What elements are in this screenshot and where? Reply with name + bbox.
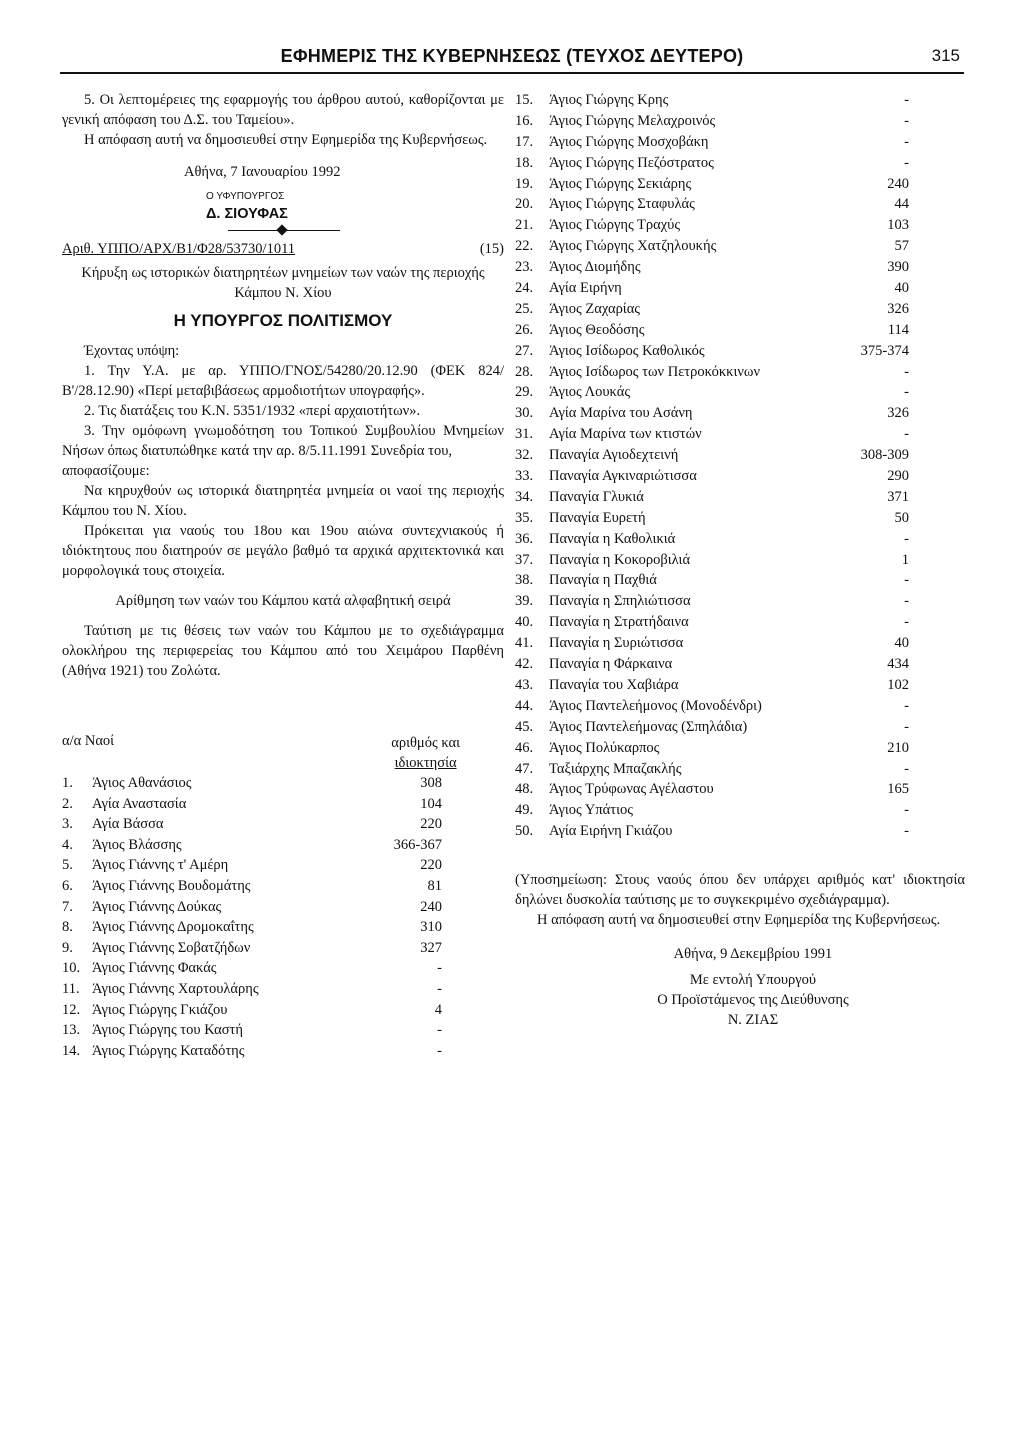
list-item: [62, 1020, 504, 1041]
property-number: -: [904, 133, 909, 150]
list-item: [515, 153, 965, 174]
property-number: 1: [901, 551, 909, 568]
decision-reference: Αριθ. ΥΠΠΟ/ΑΡΧ/Β1/Φ28/53730/1011: [62, 241, 296, 257]
list-item: [62, 773, 504, 794]
church-name: Ταξιάρχης Μπαζακλής: [549, 760, 682, 777]
item-number: 8.: [62, 919, 73, 936]
property-number: 81: [427, 877, 442, 894]
property-number: -: [904, 572, 909, 589]
property-number: -: [437, 980, 442, 997]
list-item: [515, 382, 965, 403]
property-number: 50: [894, 509, 909, 526]
church-name: Άγιος Γιώργης Μοσχοβάκη: [549, 133, 709, 150]
item-number: 28.: [515, 363, 534, 380]
list-item: [515, 800, 965, 821]
item-number: 17.: [515, 133, 534, 150]
church-name: Άγιος Λουκάς: [549, 384, 631, 401]
property-number: 240: [420, 898, 442, 915]
list-item: [515, 654, 965, 675]
church-name: Άγιος Γιάννης Χαρτουλάρης: [92, 980, 259, 997]
decision-number: (15): [479, 241, 504, 257]
closing-by-order: Με εντολή Υπουργού: [689, 972, 817, 989]
church-name: Άγιος Γιάννης Σοβατζήδων: [92, 939, 251, 956]
item-number: 50.: [515, 823, 534, 840]
church-list-left: [62, 773, 504, 1061]
gazette-title: ΕΦΗΜΕΡΙΣ ΤΗΣ ΚΥΒΕΡΝΗΣΕΩΣ (ΤΕΥΧΟΣ ΔΕΥΤΕΡΟ): [280, 46, 744, 66]
church-name: Άγιος Γιώργης του Καστή: [92, 1022, 243, 1039]
footnote: (Υποσημείωση: Στους ναούς όπου δεν υπάρχει αριθμός κατ' ιδιοκτησία δηλώνει δυσκολία ταύτισης με το συγκεκριμένο σχεδιάγραμμα).: [515, 872, 965, 909]
property-number: 165: [887, 781, 909, 798]
list-item: [515, 341, 965, 362]
church-name: Άγιος Γιάννης Δρομοκαΐτης: [92, 919, 254, 936]
item-number: 30.: [515, 405, 534, 422]
item-number: 37.: [515, 551, 534, 568]
item-number: 11.: [62, 980, 80, 997]
property-number: -: [437, 960, 442, 977]
closing-block: [515, 944, 903, 1030]
item-number: 3.: [62, 816, 73, 833]
church-name: Παναγία η Συριώτισσα: [549, 635, 684, 652]
closing-signer: Ν. ΖΙΑΣ: [727, 1012, 779, 1029]
list-item: [515, 591, 965, 612]
item-number: 2.: [62, 795, 73, 812]
decision-header: [62, 241, 504, 263]
item-number: 44.: [515, 697, 534, 714]
property-number: 44: [894, 196, 909, 213]
list-item: [62, 835, 504, 856]
property-number: 102: [887, 676, 909, 693]
church-name: Αγία Ειρήνη: [549, 280, 622, 297]
item-number: 48.: [515, 781, 534, 798]
church-name: Άγιος Γιώργης Σεκιάρης: [549, 175, 692, 192]
item-number: 40.: [515, 614, 534, 631]
consideration-2: 2. Τις διατάξεις του Κ.Ν. 5351/1932 «περί αρχαιοτήτων».: [84, 403, 421, 419]
publish-note: Η απόφαση αυτή να δημοσιευθεί στην Εφημερίδα της Κυβερνήσεως.: [537, 912, 941, 929]
table-header-right-line1: αριθμός και: [391, 735, 460, 751]
item-number: 4.: [62, 836, 73, 853]
property-number: -: [437, 1022, 442, 1039]
item-number: 27.: [515, 342, 534, 359]
item-number: 47.: [515, 760, 534, 777]
property-number: -: [904, 697, 909, 714]
property-number: 220: [420, 816, 442, 833]
church-name: Αγία Μαρίνα του Ασάνη: [549, 405, 693, 422]
list-item: [515, 529, 965, 550]
list-item: [62, 958, 504, 979]
page-number: 315: [931, 46, 960, 65]
list-item: [515, 445, 965, 466]
list-item: [515, 194, 965, 215]
prev-signer: Δ. ΣΙΟΥΦΑΣ: [206, 206, 288, 222]
property-number: 104: [420, 795, 442, 812]
item-number: 25.: [515, 300, 534, 317]
property-number: 240: [887, 175, 909, 192]
church-name: Άγιος Πολύκαρπος: [549, 739, 660, 756]
church-name: Άγιος Τρύφωνας Αγέλαστου: [549, 781, 714, 798]
item-number: 26.: [515, 321, 534, 338]
item-number: 24.: [515, 280, 534, 297]
property-number: -: [904, 426, 909, 443]
property-number: 308: [420, 775, 442, 791]
property-number: 390: [887, 259, 909, 276]
item-number: 46.: [515, 739, 534, 756]
list-item: [515, 696, 965, 717]
list-item: [515, 487, 965, 508]
church-name: Άγιος Ισίδωρος των Πετροκόκκινων: [549, 363, 761, 380]
item-number: 20.: [515, 196, 534, 213]
item-number: 29.: [515, 384, 534, 401]
decision-subject: Κήρυξη ως ιστορικών διατηρητέων μνημείων των ναών της περιοχής Κάμπου Ν. Χίου: [81, 265, 485, 301]
list-item: [62, 979, 504, 1000]
consideration-1: 1. Την Υ.Α. με αρ. ΥΠΠΟ/ΓΝΟΣ/54280/20.12.90 (ΦΕΚ 824/Β'/28.12.90) «Περί μεταβιβάσεως αρμοδιοτήτων υπογραφής».: [62, 363, 504, 399]
list-item: [515, 612, 965, 633]
item-number: 34.: [515, 488, 534, 505]
property-number: 375-374: [860, 342, 909, 359]
church-name: Άγιος Ισίδωρος Καθολικός: [549, 342, 705, 359]
item-number: 43.: [515, 676, 534, 693]
property-number: 40: [894, 635, 909, 652]
property-number: -: [904, 614, 909, 631]
property-number: -: [904, 112, 909, 129]
list-item: [515, 738, 965, 759]
consideration-3: 3. Την ομόφωνη γνωμοδότηση του Τοπικού Συμβουλίου Μνημείων Νήσων όπως διατυπώθηκε κατά την αρ. 8/5.11.1991 Συνεδρία του,: [62, 423, 504, 459]
list-item: [515, 403, 965, 424]
list-item: [515, 675, 965, 696]
church-name: Παναγία η Στρατήδαινα: [549, 614, 689, 631]
item-number: 13.: [62, 1022, 81, 1039]
table-header-right-line2: ιδιοκτησία: [394, 755, 457, 771]
property-number: 4: [434, 1001, 442, 1018]
list-item: [515, 759, 965, 780]
property-number: 310: [420, 919, 442, 936]
church-name: Άγιος Βλάσσης: [92, 836, 182, 853]
property-number: -: [904, 718, 909, 735]
church-list-right: [515, 90, 965, 842]
item-number: 45.: [515, 718, 534, 735]
list-item: [62, 897, 504, 918]
property-number: 327: [420, 939, 442, 956]
church-name: Άγιος Γιώργης Γκιάζου: [92, 1001, 228, 1018]
church-name: Παναγία Αγκιναριώτισσα: [549, 468, 697, 485]
list-item: [62, 794, 504, 815]
list-item: [515, 236, 965, 257]
item-number: 12.: [62, 1001, 81, 1018]
list-item: [515, 633, 965, 654]
church-name: Άγιος Διομήδης: [549, 259, 641, 276]
item-number: 7.: [62, 898, 73, 915]
church-name: Άγιος Αθανάσιος: [92, 775, 192, 791]
item-number: 32.: [515, 447, 534, 464]
church-name: Άγιος Γιώργης Καταδότης: [92, 1042, 245, 1059]
property-number: 371: [887, 488, 909, 505]
list-item: [515, 362, 965, 383]
declaration: Να κηρυχθούν ως ιστορικά διατηρητέα μνημεία οι ναοί της περιοχής Κάμπου του Ν. Χίου.: [62, 483, 504, 519]
item-number: 10.: [62, 960, 81, 977]
list-item: [515, 821, 965, 842]
church-name: Παναγία του Χαβιάρα: [549, 676, 679, 693]
property-number: 210: [887, 739, 909, 756]
property-number: 366-367: [393, 836, 442, 853]
church-name: Άγιος Γιάννης Φακάς: [92, 960, 217, 977]
list-item: [515, 508, 965, 529]
item-number: 35.: [515, 509, 534, 526]
list-item: [515, 570, 965, 591]
item-number: 16.: [515, 112, 534, 129]
church-name: Άγιος Υπάτιος: [549, 802, 633, 819]
item-number: 33.: [515, 468, 534, 485]
list-item: [515, 550, 965, 571]
church-name: Αγία Αναστασία: [92, 795, 187, 812]
item-number: 42.: [515, 656, 534, 673]
property-number: 57: [894, 238, 909, 255]
church-name: Παναγία Ευρετή: [549, 509, 646, 526]
table-header: [62, 729, 504, 773]
prev-publish-note: Η απόφαση αυτή να δημοσιευθεί στην Εφημερίδα της Κυβερνήσεως.: [84, 132, 488, 148]
list-item: [515, 278, 965, 299]
item-number: 15.: [515, 92, 534, 108]
item-number: 19.: [515, 175, 534, 192]
church-name: Παναγία Γλυκιά: [549, 488, 644, 505]
church-name: Άγιος Παντελεήμονος (Μονοδένδρι): [549, 697, 762, 714]
item-number: 5.: [62, 857, 73, 874]
list-item: [62, 1041, 504, 1062]
list-item: [515, 215, 965, 236]
church-name: Παναγία Αγιοδεχτεινή: [549, 447, 679, 464]
list-item: [515, 779, 965, 800]
church-name: Άγιος Γιώργης Πεζόστρατος: [549, 154, 714, 171]
list-item: [515, 111, 965, 132]
page-header: [60, 44, 964, 74]
section-divider: [228, 230, 340, 231]
property-number: -: [437, 1042, 442, 1059]
right-column: [515, 90, 965, 1030]
list-item: [515, 320, 965, 341]
property-number: 326: [887, 300, 909, 317]
church-name: Παναγία η Σπηλιώτισσα: [549, 593, 691, 610]
property-number: -: [904, 154, 909, 171]
item-number: 23.: [515, 259, 534, 276]
prev-paragraph-5: 5. Οι λεπτομέρειες της εφαρμογής του άρθρου αυτού, καθορίζονται με γενική απόφαση του Δ.Σ. του Ταμείου».: [62, 92, 504, 128]
closing-role: Ο Προϊστάμενος της Διεύθυνσης: [657, 992, 849, 1009]
list-item: [515, 257, 965, 278]
table-header-right: [391, 733, 460, 773]
list-item: [515, 717, 965, 738]
property-number: -: [904, 384, 909, 401]
considering-label: Έχοντας υπόψη:: [84, 343, 180, 359]
item-number: 1.: [62, 775, 73, 791]
church-name: Άγιος Ζαχαρίας: [549, 300, 641, 317]
prev-place-date: Αθήνα, 7 Ιανουαρίου 1992: [184, 164, 341, 180]
property-number: 103: [887, 217, 909, 234]
list-item: [62, 1000, 504, 1021]
item-number: 41.: [515, 635, 534, 652]
property-number: -: [904, 802, 909, 819]
church-name: Παναγία η Παχθιά: [549, 572, 657, 589]
ministry-heading: Η ΥΠΟΥΡΓΟΣ ΠΟΛΙΤΙΣΜΟΥ: [173, 311, 393, 330]
list-item: [515, 299, 965, 320]
property-number: -: [904, 823, 909, 840]
church-name: Παναγία η Καθολικιά: [549, 530, 676, 547]
item-number: 49.: [515, 802, 534, 819]
list-item: [62, 814, 504, 835]
item-number: 18.: [515, 154, 534, 171]
church-name: Άγιος Γιώργης Χατζηλουκής: [549, 238, 717, 255]
item-number: 39.: [515, 593, 534, 610]
church-name: Παναγία η Φάρκαινα: [549, 656, 673, 673]
table-header-left: α/α Ναοί: [62, 733, 115, 749]
property-number: 114: [887, 321, 909, 338]
list-item: [62, 917, 504, 938]
numbering-title: Αρίθμηση των ναών του Κάμπου κατά αλφαβητική σειρά: [115, 593, 451, 609]
item-number: 21.: [515, 217, 534, 234]
list-item: [515, 424, 965, 445]
church-name: Αγία Βάσσα: [92, 816, 164, 833]
church-name: Άγιος Παντελεήμονας (Σπηλάδια): [549, 718, 748, 735]
church-name: Άγιος Γιάννης Δούκας: [92, 898, 222, 915]
list-item: [62, 855, 504, 876]
property-number: 326: [887, 405, 909, 422]
property-number: -: [904, 593, 909, 610]
closing-place-date: Αθήνα, 9 Δεκεμβρίου 1991: [673, 946, 833, 963]
list-item: [515, 90, 965, 111]
church-name: Άγιος Γιώργης Τραχύς: [549, 217, 681, 234]
about-paragraph: Πρόκειται για ναούς του 18ου και 19ου αιώνα συντεχνιακούς ή ιδιόκτητους που διατηρούν σε μεγάλο βαθμό τα αρχικά αρχιτεκτονικά και μορφολογικά τους στοιχεία.: [62, 523, 504, 579]
list-item: [62, 938, 504, 959]
list-item: [515, 174, 965, 195]
list-item: [515, 132, 965, 153]
item-number: 9.: [62, 939, 73, 956]
prev-office: Ο ΥΦΥΠΟΥΡΓΟΣ: [206, 191, 285, 202]
church-name: Άγιος Θεοδόσης: [549, 321, 645, 338]
list-item: [515, 466, 965, 487]
item-number: 14.: [62, 1042, 81, 1059]
property-number: 290: [887, 468, 909, 485]
item-number: 31.: [515, 426, 534, 443]
left-column: [62, 90, 504, 1061]
item-number: 38.: [515, 572, 534, 589]
item-number: 22.: [515, 238, 534, 255]
item-number: 6.: [62, 877, 73, 894]
property-number: 308-309: [860, 447, 909, 464]
church-name: Άγιος Γιώργης Κρης: [549, 92, 669, 108]
property-number: -: [904, 92, 909, 108]
identification-paragraph: Ταύτιση με τις θέσεις των ναών του Κάμπου με το σχεδιάγραμμα ολοκλήρου της περιφερείας του Κάμπου από του Χειμάρου Παρθένη (Αθήνα 1921) του Ζολώτα.: [62, 623, 504, 679]
church-name: Άγιος Γιάννης Βουδομάτης: [92, 877, 251, 894]
property-number: -: [904, 530, 909, 547]
property-number: 220: [420, 857, 442, 874]
property-number: -: [904, 363, 909, 380]
property-number: 434: [887, 656, 909, 673]
church-name: Άγιος Γιώργης Μελαχροινός: [549, 112, 716, 129]
property-number: -: [904, 760, 909, 777]
property-number: 40: [894, 280, 909, 297]
church-name: Αγία Ειρήνη Γκιάζου: [549, 823, 673, 840]
church-name: Άγιος Γιώργης Σταφυλάς: [549, 196, 695, 213]
item-number: 36.: [515, 530, 534, 547]
list-item: [62, 876, 504, 897]
church-name: Άγιος Γιάννης τ' Αμέρη: [92, 857, 229, 874]
church-name: Αγία Μαρίνα των κτιστών: [549, 426, 702, 443]
church-name: Παναγία η Κοκοροβιλιά: [549, 551, 691, 568]
decide-label: αποφασίζουμε:: [62, 463, 150, 479]
